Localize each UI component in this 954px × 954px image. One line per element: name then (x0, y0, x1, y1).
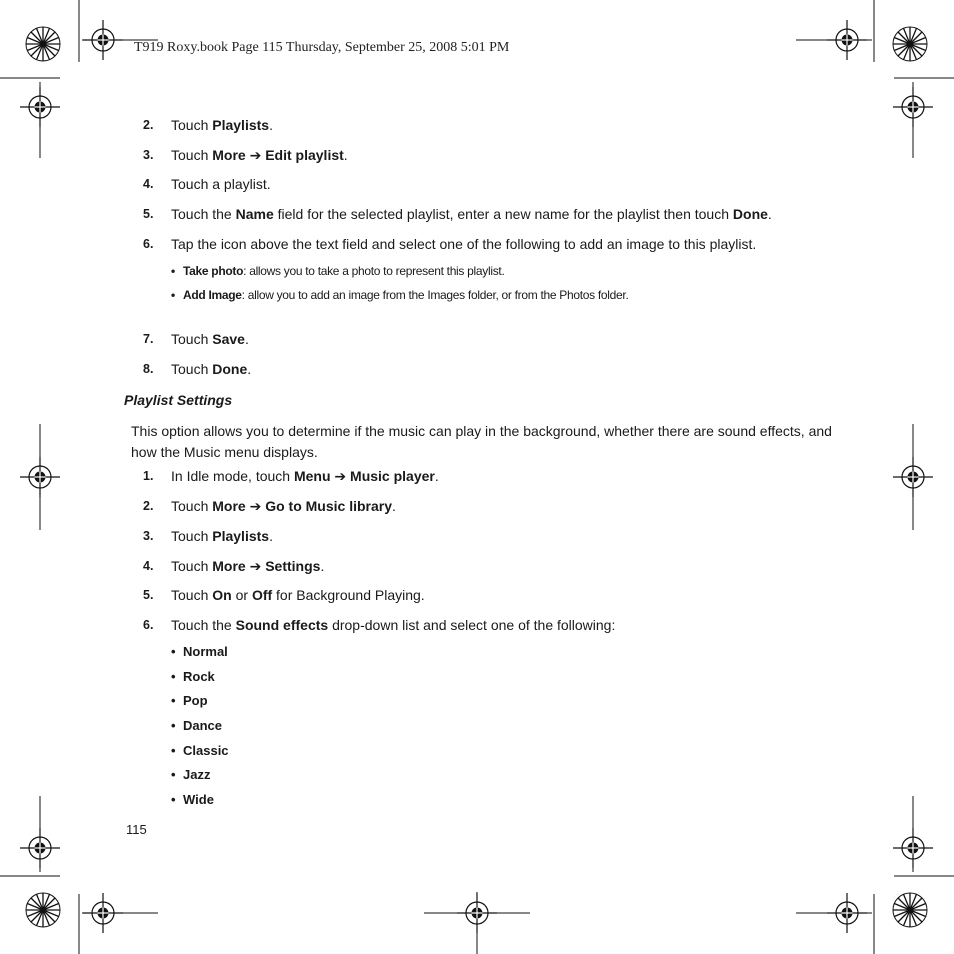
step-text-part: . (434, 468, 439, 484)
step-text-part: . (244, 331, 249, 347)
bullet-term: Rock (183, 669, 215, 684)
step-text-part: Tap the icon above the text field and select one of the following to add an image to this playlist. (171, 236, 757, 252)
step-text (171, 586, 425, 604)
step-number: 8. (143, 362, 154, 376)
bullet-term: Normal (183, 644, 228, 659)
step-text-part: Touch the (171, 617, 236, 633)
step-text-part: Touch (171, 558, 213, 574)
bullet-item (171, 743, 229, 759)
step-number: 4. (143, 559, 154, 573)
bullet-dot-icon: • (171, 669, 176, 684)
step-text (171, 330, 249, 348)
bullet-dot-icon: • (171, 718, 176, 733)
step-text (171, 557, 324, 575)
step-text-part: . (320, 558, 325, 574)
step-text-part: . (247, 361, 252, 377)
bullet-item (171, 669, 215, 685)
step-keyword: On (212, 587, 232, 603)
bullet-term: Take photo (183, 264, 244, 278)
step-text (171, 235, 756, 253)
bullet-dot-icon: • (171, 792, 176, 807)
bullet-dot-icon: • (171, 644, 176, 659)
bullet-term: Pop (183, 693, 208, 708)
step-text-part: Touch (171, 587, 213, 603)
section-intro-text: This option allows you to determine if the music can play in the background, whether there are sound effects, and how the Music menu displays. (131, 423, 832, 460)
bullet-dot-icon: • (171, 288, 175, 302)
step-number: 6. (143, 618, 154, 632)
step-text-part: drop-down list and select one of the following: (328, 617, 616, 633)
step-keyword: Off (251, 587, 273, 603)
step-text-part: Touch (171, 361, 213, 377)
bullet-item (171, 287, 628, 303)
bullet-item (171, 693, 208, 709)
step-keyword: Menu ➔ Music player (293, 468, 435, 484)
step-text (171, 146, 348, 164)
step-number: 4. (143, 177, 154, 191)
bullet-item (171, 767, 210, 783)
step-text (171, 205, 772, 223)
step-text (171, 116, 273, 134)
step-text-part: Touch (171, 117, 213, 133)
bullet-term: Dance (183, 718, 223, 733)
bullet-dot-icon: • (171, 743, 176, 758)
step-text (171, 175, 271, 193)
step-number: 1. (143, 469, 154, 483)
page-number: 115 (126, 822, 147, 837)
step-keyword: Done (212, 361, 248, 377)
step-keyword: Playlists (212, 117, 270, 133)
step-text-part: field for the selected playlist, enter a new name for the playlist then touch (273, 206, 733, 222)
print-slug-header: T919 Roxy.book Page 115 Thursday, September 25, 2008 5:01 PM (134, 40, 510, 55)
step-text-part: . (269, 117, 273, 133)
step-keyword: More ➔ Edit playlist (212, 147, 344, 163)
step-number: 6. (143, 237, 154, 251)
step-text-part: Touch a playlist. (171, 176, 271, 192)
step-text-part: Touch (171, 147, 213, 163)
step-keyword: Done (732, 206, 768, 222)
bullet-item (171, 263, 504, 279)
step-text-part: In Idle mode, touch (171, 468, 294, 484)
step-text (171, 467, 439, 485)
step-number: 7. (143, 332, 154, 346)
bullet-dot-icon: • (171, 264, 175, 278)
step-number: 5. (143, 588, 154, 602)
step-text-part: or (231, 587, 252, 603)
step-text (171, 497, 396, 515)
step-text-part: Touch (171, 331, 213, 347)
bullet-term: Jazz (183, 767, 211, 782)
step-text-part: . (392, 498, 396, 514)
bullet-term: Add Image (183, 288, 242, 302)
step-number: 3. (143, 529, 154, 543)
step-text (171, 616, 615, 634)
step-text-part: Touch (171, 528, 213, 544)
step-text-part: . (269, 528, 273, 544)
bullet-item (171, 644, 228, 660)
step-keyword: More ➔ Settings (212, 558, 321, 574)
step-keyword: Playlists (212, 528, 270, 544)
bullet-description: : allow you to add an image from the Images folder, or from the Photos folder. (241, 288, 629, 302)
step-number: 3. (143, 148, 154, 162)
step-keyword: Sound effects (235, 617, 329, 633)
step-number: 5. (143, 207, 154, 221)
bullet-dot-icon: • (171, 693, 176, 708)
step-text-part: for Background Playing. (272, 587, 425, 603)
step-text (171, 527, 273, 545)
bullet-item (171, 718, 222, 734)
bullet-term: Classic (183, 743, 229, 758)
step-keyword: Name (235, 206, 274, 222)
section-title-playlist-settings: Playlist Settings (124, 392, 233, 408)
step-keyword: More ➔ Go to Music library (212, 498, 393, 514)
step-text-part: Touch the (171, 206, 236, 222)
bullet-term: Wide (183, 792, 214, 807)
step-text-part: . (767, 206, 772, 222)
step-number: 2. (143, 118, 154, 132)
bullet-item (171, 792, 214, 808)
step-number: 2. (143, 499, 154, 513)
step-text-part: . (343, 147, 348, 163)
step-text (171, 360, 251, 378)
step-text-part: Touch (171, 498, 213, 514)
step-keyword: Save (212, 331, 245, 347)
bullet-description: : allows you to take a photo to represent this playlist. (243, 264, 505, 278)
bullet-dot-icon: • (171, 767, 176, 782)
